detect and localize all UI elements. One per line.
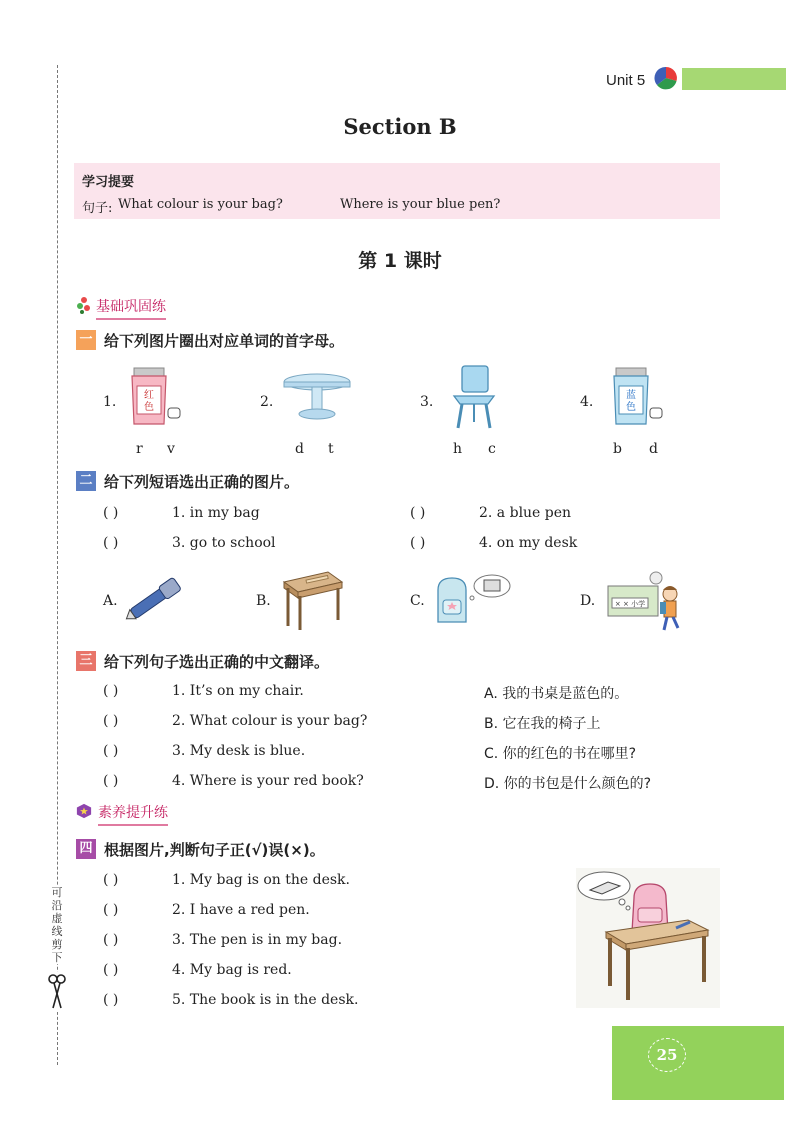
study-heading: 学习提要 bbox=[82, 175, 135, 190]
q2-item-1: 1. in my bag bbox=[172, 505, 260, 521]
q1-item-1-option-r[interactable]: r bbox=[136, 441, 143, 457]
q2-item-3: 3. go to school bbox=[172, 535, 276, 551]
lesson-title: 第 1 课时 bbox=[358, 250, 442, 272]
q1-item-3-option-c[interactable]: c bbox=[488, 441, 496, 457]
school-sign-text: × × 小学 bbox=[614, 600, 646, 608]
q4-badge: 四 bbox=[76, 839, 96, 859]
q1-item-2-option-t[interactable]: t bbox=[328, 441, 334, 457]
q1-item-4-option-d[interactable]: d bbox=[649, 441, 658, 457]
q4-answer-blank-1[interactable]: ( ) bbox=[103, 872, 119, 888]
advanced-tag-icon bbox=[76, 802, 92, 820]
q1-item-4-number: 4. bbox=[580, 394, 594, 410]
cut-instruction: 可沿虚线剪下 bbox=[49, 886, 65, 964]
red-tube-label-bottom: 色 bbox=[144, 402, 154, 413]
scissors-icon bbox=[46, 972, 68, 1012]
q1-item-4-option-b[interactable]: b bbox=[613, 441, 622, 457]
q3-item-4: 4. Where is your red book? bbox=[172, 773, 364, 789]
q4-answer-blank-4[interactable]: ( ) bbox=[103, 962, 119, 978]
unit-label: Unit 5 bbox=[606, 72, 646, 89]
unit-ball-icon bbox=[654, 66, 678, 90]
q2-instruction: 给下列短语选出正确的图片。 bbox=[104, 473, 300, 491]
blue-chair-picture bbox=[448, 364, 500, 430]
q2-item-2: 2. a blue pen bbox=[479, 505, 572, 521]
q4-instruction: 根据图片,判断句子正(√)误(×)。 bbox=[104, 841, 325, 859]
q4-answer-blank-2[interactable]: ( ) bbox=[103, 902, 119, 918]
basic-practice-tag: 基础巩固练 bbox=[96, 296, 166, 320]
q3-item-1: 1. It’s on my chair. bbox=[172, 683, 304, 699]
q1-item-2-number: 2. bbox=[260, 394, 274, 410]
q4-item-1: 1. My bag is on the desk. bbox=[172, 872, 350, 888]
blue-tube-label-top: 蓝 bbox=[626, 390, 636, 401]
header-green-bar bbox=[682, 68, 786, 90]
q3-item-2: 2. What colour is your bag? bbox=[172, 713, 368, 729]
blue-tube-label-bottom: 色 bbox=[626, 402, 636, 413]
boy-going-to-school-picture bbox=[606, 570, 686, 632]
red-paint-tube-picture bbox=[128, 364, 186, 428]
q4-answer-blank-5[interactable]: ( ) bbox=[103, 992, 119, 1008]
q2-answer-blank-1[interactable]: ( ) bbox=[103, 505, 119, 521]
q1-item-1-option-v[interactable]: v bbox=[167, 441, 175, 457]
q3-answer-blank-1[interactable]: ( ) bbox=[103, 683, 119, 699]
q4-item-2: 2. I have a red pen. bbox=[172, 902, 310, 918]
backpack-with-books-picture bbox=[432, 572, 512, 628]
basic-tag-icon bbox=[76, 296, 92, 314]
q2-option-b-label: B. bbox=[256, 593, 271, 609]
q2-option-d-label: D. bbox=[580, 593, 596, 609]
q3-translation-b: B. 它在我的椅子上 bbox=[484, 716, 601, 732]
desk-with-ruler-picture bbox=[276, 568, 346, 632]
q2-answer-blank-2[interactable]: ( ) bbox=[410, 505, 426, 521]
q4-answer-blank-3[interactable]: ( ) bbox=[103, 932, 119, 948]
desk-bag-book-picture bbox=[576, 868, 720, 1008]
q2-option-c-label: C. bbox=[410, 593, 425, 609]
q1-item-2-option-d[interactable]: d bbox=[295, 441, 304, 457]
page-number-box bbox=[612, 1026, 784, 1100]
q3-item-3: 3. My desk is blue. bbox=[172, 743, 306, 759]
q4-item-4: 4. My bag is red. bbox=[172, 962, 292, 978]
q2-option-a-label: A. bbox=[103, 593, 118, 609]
q4-item-5: 5. The book is in the desk. bbox=[172, 992, 359, 1008]
q3-translation-c: C. 你的红色的书在哪里? bbox=[484, 746, 637, 762]
q1-item-3-number: 3. bbox=[420, 394, 434, 410]
page-number: 25 bbox=[648, 1038, 686, 1072]
advanced-practice-tag: 素养提升练 bbox=[98, 802, 168, 826]
study-sentence-2: Where is your blue pen? bbox=[340, 197, 501, 212]
q3-badge: 三 bbox=[76, 651, 96, 671]
q3-translation-d: D. 你的书包是什么颜色的? bbox=[484, 776, 652, 792]
study-prefix: 句子: bbox=[82, 201, 113, 216]
q3-answer-blank-4[interactable]: ( ) bbox=[103, 773, 119, 789]
q2-item-4: 4. on my desk bbox=[479, 535, 578, 551]
q3-answer-blank-2[interactable]: ( ) bbox=[103, 713, 119, 729]
q3-translation-a: A. 我的书桌是蓝色的。 bbox=[484, 686, 629, 702]
blue-paint-tube-picture bbox=[610, 364, 668, 428]
q1-item-1-number: 1. bbox=[103, 394, 117, 410]
q2-badge: 二 bbox=[76, 471, 96, 491]
q1-badge: 一 bbox=[76, 330, 96, 350]
q2-answer-blank-4[interactable]: ( ) bbox=[410, 535, 426, 551]
q1-item-3-option-h[interactable]: h bbox=[453, 441, 463, 457]
blue-pen-picture bbox=[124, 570, 190, 626]
study-sentence-1: What colour is your bag? bbox=[118, 197, 283, 212]
q3-instruction: 给下列句子选出正确的中文翻译。 bbox=[104, 653, 330, 671]
q3-answer-blank-3[interactable]: ( ) bbox=[103, 743, 119, 759]
section-title: Section B bbox=[343, 114, 457, 139]
q2-answer-blank-3[interactable]: ( ) bbox=[103, 535, 119, 551]
q1-instruction: 给下列图片圈出对应单词的首字母。 bbox=[104, 332, 345, 350]
round-table-picture bbox=[282, 372, 352, 422]
q4-item-3: 3. The pen is in my bag. bbox=[172, 932, 343, 948]
red-tube-label-top: 红 bbox=[144, 390, 154, 401]
